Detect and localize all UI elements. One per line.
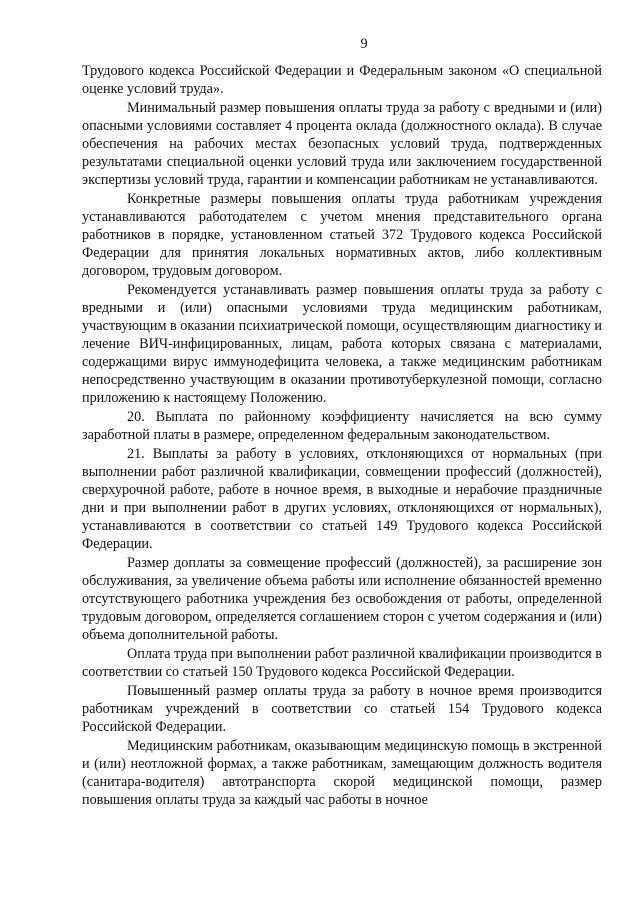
- paragraph: Минимальный размер повышения оплаты труда за работу с вредными и (или) опасными условиями составляет 4 процента оклада (должностного оклада). В случае обеспечения на рабочих местах безопасных условий труда, подтвержденных результатами специальной оценки условий труда или заключением государственной экспертизы условий труда, гарантии и компенсации работникам не устанавливаются.: [82, 99, 602, 189]
- paragraph: Рекомендуется устанавливать размер повышения оплаты труда за работу с вредными и (или) опасными условиями труда медицинским работникам, участвующим в оказании психиатрической помощи, осуществляющим диагностику и лечение ВИЧ-инфицированных, лицам, работа которых связана с материалами, содержащими вирус иммунодефицита человека, а также медицинским работникам непосредственно участвующим в оказании противотуберкулезной помощи, согласно приложению к настоящему Положению.: [82, 281, 602, 407]
- paragraph: Оплата труда при выполнении работ различной квалификации производится в соответствии со статьей 150 Трудового кодекса Российской Федерации.: [82, 646, 602, 681]
- paragraph: Трудового кодекса Российской Федерации и Федеральным законом «О специальной оценке условий труда».: [82, 63, 602, 98]
- paragraph: Повышенный размер оплаты труда за работу в ночное время производится работникам учреждений в соответствии со статьей 154 Трудового кодекса Российской Федерации.: [82, 682, 602, 736]
- paragraph: 21. Выплаты за работу в условиях, отклоняющихся от нормальных (при выполнении работ различной квалификации, совмещении профессий (должностей), сверхурочной работе, работе в ночное время, в выходные и нерабочие праздничные дни и при выполнении работ в других условиях, отклоняющихся от нормальных), устанавливаются в соответствии со статьей 149 Трудового кодекса Российской Федерации.: [82, 445, 602, 553]
- page-number: 9: [360, 36, 368, 52]
- body-text: [82, 62, 602, 809]
- paragraph: Медицинским работникам, оказывающим медицинскую помощь в экстренной и (или) неотложной формах, а также работникам, замещающим должность водителя (санитара-водителя) автотранспорта скорой медицинской помощи, размер повышения оплаты труда за каждый час работы в ночное: [82, 737, 602, 809]
- paragraph: 20. Выплата по районному коэффициенту начисляется на всю сумму заработной платы в размере, определенном федеральным законодательством.: [82, 409, 602, 444]
- paragraph: Размер доплаты за совмещение профессий (должностей), за расширение зон обслуживания, за увеличение объема работы или исполнение обязанностей временно отсутствующего работника учреждения без освобождения от работы, определенной трудовым договором, определяется соглашением сторон с учетом содержания и (или) объема дополнительной работы.: [82, 555, 602, 644]
- paragraph: Конкретные размеры повышения оплаты труда работникам учреждения устанавливаются работодателем с учетом мнения представительного органа работников в порядке, установленном статьей 372 Трудового кодекса Российской Федерации для принятия локальных нормативных актов, либо коллективным договором, трудовым договором.: [82, 190, 602, 280]
